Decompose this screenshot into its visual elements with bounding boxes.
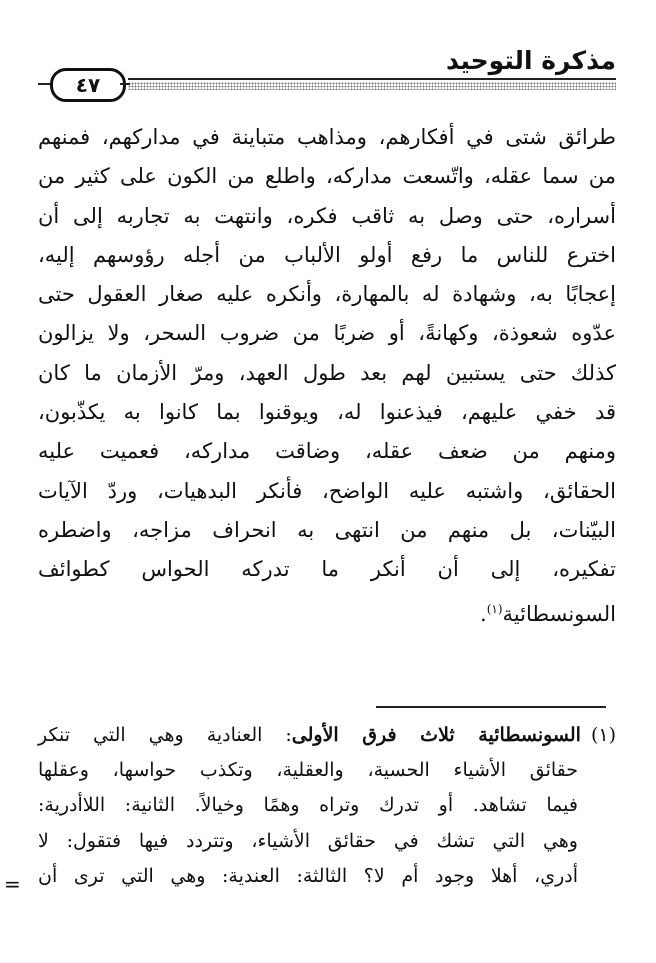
last-line-end: . — [480, 601, 487, 626]
footnote-separator — [376, 706, 606, 708]
book-title: مذكرة التوحيد — [446, 46, 616, 75]
footnote-line: حقائق الأشياء الحسية، والعقلية، وتكذب حواسها، وعقلها — [38, 759, 578, 782]
footnotes — [38, 718, 616, 894]
footnote-line: فيما تشاهد. أو تدرك وتراه وهمًا وخيالاً. الثانية: اللاأدرية: — [38, 794, 578, 817]
footnote-reference[interactable]: (١) — [486, 601, 503, 616]
main-text — [38, 118, 616, 629]
text-line: عدّوه شعوذة، وكهانةً، أو ضربًا من ضروب السحر، ولا يزالون — [38, 321, 616, 346]
page-header — [38, 40, 616, 100]
text-line: الحقائق، واشتبه عليه الواضح، فأنكر البدهيات، وردّ الآيات — [38, 478, 616, 503]
text-line: ومنهم من ضعف عقله، وضاقت مداركه، فعميت عليه — [38, 439, 616, 464]
footnote-first-line — [38, 718, 616, 753]
header-dotted-rule — [128, 82, 616, 90]
footnote-marker: (١) — [590, 724, 616, 746]
page-number-value: ٤٧ — [75, 73, 101, 97]
text-line: البيّنات، بل منهم من انتهى به انحراف مزاجه، واضطره — [38, 517, 616, 542]
page-number — [50, 68, 126, 102]
text-line: إعجابًا به، وشهادة له بالمهارة، وأنكره عليه صغار العقول حتى — [38, 282, 616, 307]
footnote-heading: السونسطائية ثلاث فرق الأولى — [291, 724, 581, 746]
footnote-line: أدري، أهلا وجود أم لا؟ الثالثة: العندية: وهي التي ترى أن — [38, 864, 578, 887]
last-line-text: السونسطائية — [502, 601, 616, 626]
text-line: أسراره، حتى وصل به ثاقب فكره، وانتهت به تجاربه إلى أن — [38, 203, 616, 228]
text-line: من سما عقله، واتّسعت مداركه، واطلع من الكون على كثير من — [38, 164, 616, 189]
page-number-rule-right — [120, 83, 130, 85]
continuation-mark: = — [4, 872, 21, 896]
footnote-first-line-rest: : العنادية وهي التي تنكر — [38, 724, 292, 746]
page-number-rule-left — [38, 83, 50, 85]
text-line: طرائق شتى في أفكارهم، ومذاهب متباينة في مداركهم، فمنهم — [38, 125, 616, 149]
footnote-line: وهي التي تشك في حقائق الأشياء، وتتردد فيها فتقول: لا — [38, 829, 578, 852]
text-line: تفكيره، إلى أن أنكر ما تدركه الحواس كطوائف — [38, 557, 616, 582]
text-line: اخترع للناس ما رفع أولو الألباب من أجله رؤوسهم إليه، — [38, 242, 616, 267]
text-line-last — [38, 590, 616, 629]
text-line: قد خفي عليهم، فيذعنوا له، ويوقنوا بما كانوا به يكذّبون، — [38, 400, 616, 425]
text-line: كذلك حتى يستبين لهم بعد طول العهد، ومرّ الأزمان ما كان — [38, 360, 616, 385]
header-rule — [128, 78, 616, 80]
